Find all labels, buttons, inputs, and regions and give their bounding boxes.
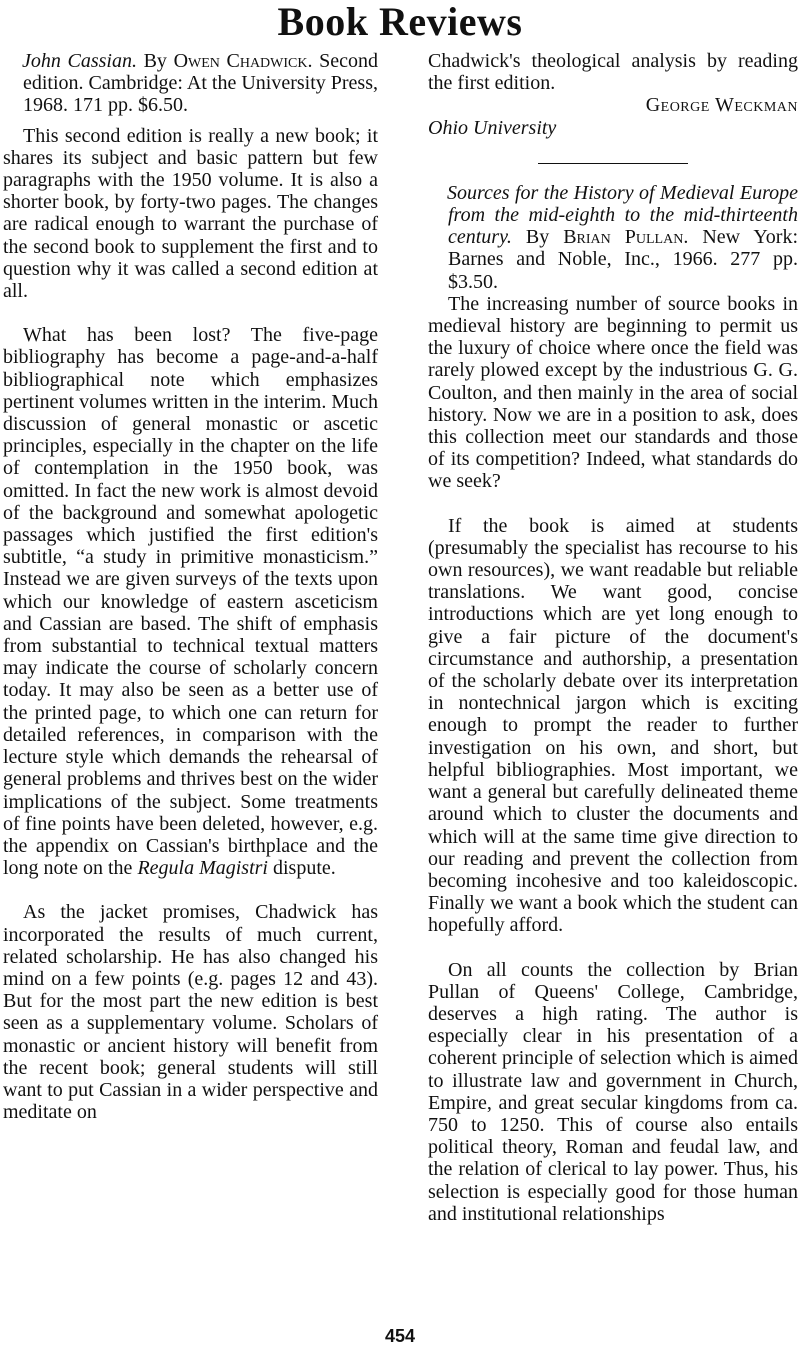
paragraph-continuation: Chadwick's theological analysis by reading the first edition. [428,50,798,95]
page-number: 454 [384,1326,416,1346]
page-title: Book Reviews [277,0,523,44]
book-title: John Cassian. [22,50,137,72]
right-column [428,50,798,1225]
book-details: New York: Barnes and Noble, Inc., 1966. 277 pp. $3.50. [448,226,799,293]
reviewer-name: George Weckman [645,94,798,117]
paragraph: If the book is aimed at students (presumably the specialist has recourse to his own resources), we want readable but reliable translations. We want good, concise introductions which are yet long enough to give a fair picture of the document's circumstance and authorship, a presentation of the scholarly debate over its interpretation in nontechnical jargon which is exciting enough to prompt the reader to further investigation on his own, and short, but helpful bibliographies. Most important, we want a general but carefully delineated theme around which to cluster the documents and which will at the same time give direction to our reading and prevent the collection from becoming incohesive and too kaleidoscopic. Finally we want a book which the student can hopefully afford. [428,514,798,937]
book-author: Owen Chadwick. [173,50,313,72]
by-word: By [143,50,167,72]
paragraph: On all counts the collection by Brian Pullan of Queens' College, Cambridge, deserves a high rating. The author is especially clear in his presentation of a coherent principle of selection which is aimed to illustrate law and government in Church, Empire, and great secular kingdoms from ca. 750 to 1250. This of course also entails political theory, Roman and feudal law, and the relation of clerical to lay power. Thus, his selection is especially good for those human and institutional relationships [428,958,798,1225]
book-details: Second edition. Cambridge: At the University Press, 1968. 171 pp. $6.50. [23,50,379,117]
paragraph: What has been lost? The five-page bibliography has become a page-and-a-half bibliographical note which emphasizes pertinent volumes written in the interim. Much discussion of general monastic or ascetic principles, especially in the chapter on the life of contemplation in the 1950 book, was omitted. In fact the new work is almost devoid of the background and somewhat apologetic passages which justified the first edition's subtitle, “a study in primitive monasticism.” Instead we are given surveys of the texts upon which our knowledge of eastern asceticism and Cassian are based. The shift of emphasis from substantial to technical textual matters may indicate the course of scholarly concern today. It may also be seen as a better use of the printed page, to which one can return for detailed references, in comparison with the lecture style which demands the rehearsal of general problems and thrives best on the wider implications of the subject. Some treatments of fine points have been deleted, however, e.g. the appendix on Cassian's birthplace and the long note on the Regula Magistri dispute. [3,324,378,880]
by-word: By [525,226,550,249]
book-title: Sources for the History of Medieval Europe from the mid-eighth to the mid-thirteenth century. [447,181,798,249]
paragraph: The increasing number of source books in medieval history are beginning to permit us the luxury of choice where once the field was rarely plowed except by the industrious G. G. Coulton, and then mainly in the area of social history. Now we are in a position to ask, does this collection meet our standards and those of its competition? Indeed, what standards do we seek? [428,292,798,493]
section-divider [538,163,688,164]
paragraph: This second edition is really a new book; it shares its subject and basic pattern but few paragraphs with the 1950 volume. It is also a shorter book, by forty-two pages. The changes are radical enough to warrant the purchase of the second book to supplement the first and to question why it was called a second edition at all. [3,124,378,303]
italic-title: Regula Magistri [137,857,268,880]
left-column [3,50,378,1123]
review-reference [3,50,378,117]
reviewer-affiliation: Ohio University [428,116,557,139]
paragraph: As the jacket promises, Chadwick has incorporated the results of much current, related scholarship. He has also changed his mind on a few points (e.g. pages 12 and 43). But for the most part the new edition is best seen as a supplementary volume. Scholars of monastic or ancient history will benefit from the recent book; general students will still want to put Cassian in a wider perspective and meditate on [3,901,378,1124]
book-author: Brian Pullan. [563,226,689,249]
review-reference [428,182,798,293]
